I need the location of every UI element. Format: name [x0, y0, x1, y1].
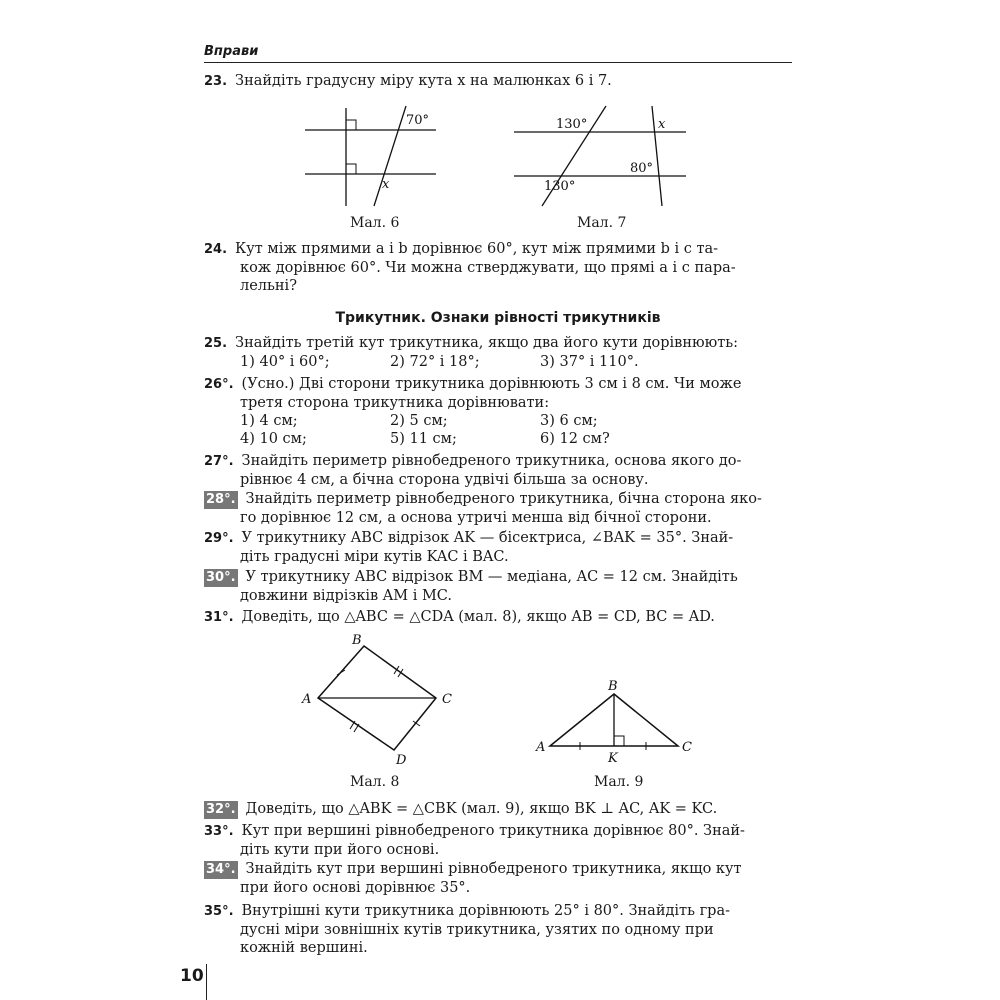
exercise-number: 31°.: [204, 610, 234, 625]
exercise-text: Доведіть, що △ABC = △CDA (мал. 8), якщо AB = CD, BC = AD.: [241, 609, 715, 625]
angle-bottom-label: 130°: [544, 179, 576, 194]
vertex-label-k: K: [608, 751, 618, 766]
exercise-26: [204, 375, 792, 448]
running-header: Вправи: [204, 44, 259, 59]
option-1: 1) 4 см;: [240, 413, 298, 429]
exercise-31: [204, 608, 792, 627]
exercise-24: [204, 240, 792, 295]
option-2: 2) 5 см;: [390, 413, 448, 429]
exercise-number-highlighted: 30°.: [206, 570, 236, 585]
exercise-text: Доведіть, що △ABK = △CBK (мал. 9), якщо BK ⊥ AC, AK = KC.: [245, 801, 718, 817]
exercise-text-line-2: діть градусні міри кутів KAC і BAC.: [240, 549, 509, 565]
caption-fig6: Мал. 6: [350, 215, 400, 231]
vertex-label-d: D: [396, 753, 407, 768]
vertex-label-b: B: [608, 679, 618, 694]
exercise-number: 27°.: [204, 454, 234, 469]
exercise-number: 24.: [204, 242, 228, 257]
exercise-text-line-2: го дорівнює 12 см, а основа утричі менша від бічної сторони.: [240, 510, 712, 526]
exercise-text-line-1: Кут між прямими a і b дорівнює 60°, кут між прямими b і c та-: [235, 241, 719, 257]
exercise-35: [204, 902, 792, 957]
exercise-number-highlighted: 28°.: [206, 492, 236, 507]
exercise-28: [204, 490, 792, 527]
exercise-number-highlighted: 34°.: [206, 862, 236, 877]
option-5: 5) 11 см;: [390, 431, 457, 447]
exercise-34: [204, 860, 792, 897]
exercise-text-line-2: третя сторона трикутника дорівнювати:: [240, 395, 550, 411]
vertex-label-a: A: [302, 692, 312, 707]
exercise-32: [204, 800, 792, 819]
option-6: 6) 12 см?: [540, 431, 610, 447]
angle-right-label: 80°: [630, 161, 654, 176]
caption-fig9: Мал. 9: [594, 774, 644, 790]
figure-8: [296, 632, 472, 772]
caption-fig7: Мал. 7: [577, 215, 627, 231]
angle-label: 70°: [406, 113, 430, 128]
option-3: 3) 37° і 110°.: [540, 354, 639, 370]
vertex-label-b: B: [352, 633, 362, 648]
exercise-23: [204, 72, 792, 91]
exercise-text-line-1: У трикутнику ABC відрізок BM — медіана, AC = 12 см. Знайдіть: [245, 569, 738, 585]
header-rule: [204, 62, 792, 63]
exercise-number: 35°.: [204, 904, 234, 919]
exercise-text-line-1: Кут при вершині рівнобедреного трикутника дорівнює 80°. Знай-: [241, 823, 745, 839]
exercise-text-line-2: рівнює 4 см, а бічна сторона удвічі більша за основу.: [240, 472, 649, 488]
x-label: x: [658, 117, 666, 132]
option-2: 2) 72° і 18°;: [390, 354, 480, 370]
exercise-number: 29°.: [204, 531, 234, 546]
exercise-text-line-1: Знайдіть периметр рівнобедреного трикутника, основа якого до-: [241, 453, 742, 469]
exercise-number: 25.: [204, 336, 228, 351]
exercise-29: [204, 529, 792, 566]
page-number: 10: [180, 966, 204, 986]
exercise-text-line-3: лельні?: [240, 278, 297, 294]
exercise-text-line-2: довжини відрізків AM і MC.: [240, 588, 452, 604]
exercise-text-line-2: кож дорівнює 60°. Чи можна стверджувати, що прямі a і c пара-: [240, 260, 736, 276]
exercise-25: [204, 334, 792, 371]
angle-top-label: 130°: [556, 117, 588, 132]
exercise-text-line-1: Внутрішні кути трикутника дорівнюють 25° і 80°. Знайдіть гра-: [241, 903, 731, 919]
option-4: 4) 10 см;: [240, 431, 307, 447]
figure-9: [530, 676, 710, 768]
exercise-33: [204, 822, 792, 859]
exercise-27: [204, 452, 792, 489]
x-label: x: [382, 177, 390, 192]
exercise-text-line-2: дусні міри зовнішніх кутів трикутника, узятих по одному при: [240, 922, 714, 938]
exercise-text-line-2: діть кути при його основі.: [240, 842, 440, 858]
vertex-label-c: C: [682, 740, 692, 755]
figure-6: [300, 100, 440, 210]
vertex-label-c: C: [442, 692, 452, 707]
exercise-text-line-1: У трикутнику ABC відрізок AK — бісектриса, ∠BAK = 35°. Знай-: [241, 530, 734, 546]
exercise-text-line-2: при його основі дорівнює 35°.: [240, 880, 471, 896]
exercise-text-line-1: (Усно.) Дві сторони трикутника дорівнюють 3 см і 8 см. Чи може: [241, 376, 742, 392]
option-3: 3) 6 см;: [540, 413, 598, 429]
exercise-number: 26°.: [204, 377, 234, 392]
exercise-number: 23.: [204, 74, 228, 89]
exercise-number: 33°.: [204, 824, 234, 839]
vertex-label-a: A: [536, 740, 546, 755]
exercise-text-line-1: Знайдіть третій кут трикутника, якщо два його кути дорівнюють:: [235, 335, 739, 351]
caption-fig8: Мал. 8: [350, 774, 400, 790]
exercise-number-highlighted: 32°.: [206, 802, 236, 817]
exercise-text-line-1: Знайдіть кут при вершині рівнобедреного трикутника, якщо кут: [245, 861, 742, 877]
figure-7: [510, 100, 690, 210]
section-title: Трикутник. Ознаки рівності трикутників: [335, 310, 661, 326]
exercise-30: [204, 568, 792, 605]
exercise-text: Знайдіть градусну міру кута x на малюнках 6 і 7.: [235, 73, 612, 89]
exercise-text-line-3: кожній вершині.: [240, 940, 368, 956]
exercise-text-line-1: Знайдіть периметр рівнобедреного трикутника, бічна сторона яко-: [245, 491, 762, 507]
option-1: 1) 40° і 60°;: [240, 354, 330, 370]
